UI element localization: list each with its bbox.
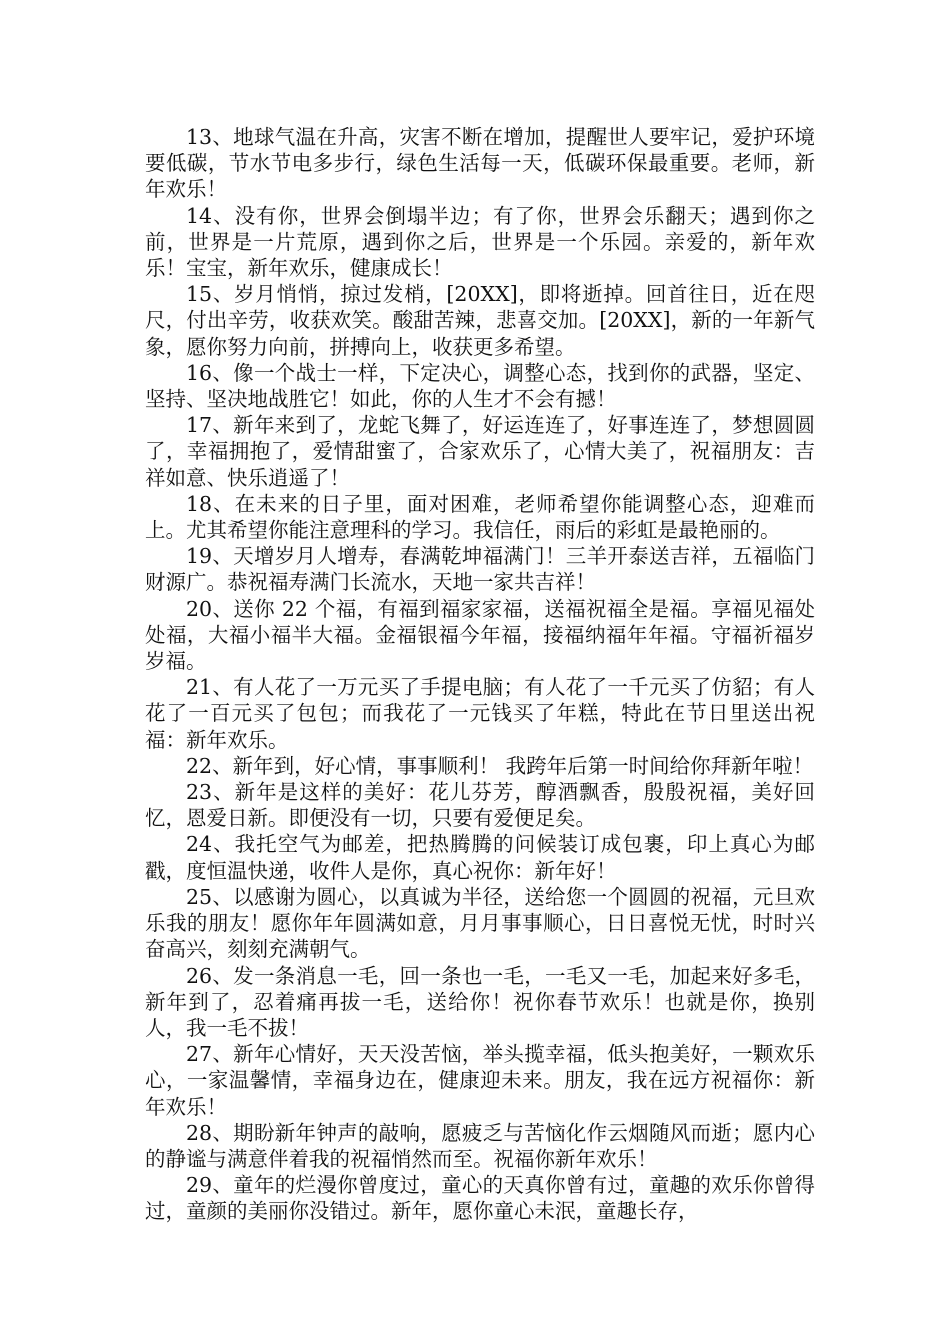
paragraph-13: 13、地球气温在升高，灾害不断在增加，提醒世人要牢记，爱护环境要低碳，节水节电多步行，绿色生活每一天，低碳环保最重要。老师，新年欢乐！ xyxy=(145,125,815,202)
paragraph-24: 24、我托空气为邮差，把热腾腾的问候装订成包裹，印上真心为邮戳，度恒温快递，收件人是你，真心祝你：新年好！ xyxy=(145,832,815,883)
paragraph-19: 19、天增岁月人增寿，春满乾坤福满门！三羊开泰送吉祥，五福临门财源广。恭祝福寿满门长流水，天地一家共吉祥！ xyxy=(145,544,815,595)
paragraph-26: 26、发一条消息一毛，回一条也一毛，一毛又一毛，加起来好多毛，新年到了，忍着痛再拔一毛，送给你！祝你春节欢乐！也就是你，换别人，我一毛不拔！ xyxy=(145,963,815,1040)
paragraph-20: 20、送你 22 个福，有福到福家家福，送福祝福全是福。享福见福处处福，大福小福半大福。金福银福今年福，接福纳福年年福。守福祈福岁岁福。 xyxy=(145,596,815,674)
paragraph-25: 25、以感谢为圆心，以真诚为半径，送给您一个圆圆的祝福，元旦欢乐我的朋友！愿你年年圆满如意，月月事事顺心，日日喜悦无忧，时时兴奋高兴，刻刻充满朝气。 xyxy=(145,884,815,962)
paragraph-29: 29、童年的烂漫你曾度过，童心的天真你曾有过，童趣的欢乐你曾得过，童颜的美丽你没错过。新年，愿你童心未泯，童趣长存， xyxy=(145,1173,815,1224)
document-body xyxy=(145,124,815,1225)
paragraph-28: 28、期盼新年钟声的敲响，愿疲乏与苦恼化作云烟随风而逝；愿内心的静谧与满意伴着我的祝福悄然而至。祝福你新年欢乐！ xyxy=(145,1120,815,1171)
paragraph-23: 23、新年是这样的美好：花儿芬芳，醇酒飘香，殷殷祝福，美好回忆，恩爱日新。即便没有一切，只要有爱便足矣。 xyxy=(145,780,815,831)
paragraph-16: 16、像一个战士一样，下定决心，调整心态，找到你的武器，坚定、坚持、坚决地战胜它！如此，你的人生才不会有撼！ xyxy=(145,360,815,412)
paragraph-17: 17、新年来到了，龙蛇飞舞了，好运连连了，好事连连了，梦想圆圆了，幸福拥抱了，爱情甜蜜了，合家欢乐了，心情大美了，祝福朋友：吉祥如意、快乐逍遥了！ xyxy=(145,413,815,490)
paragraph-15: 15、岁月悄悄，掠过发梢，[20XX]，即将逝掉。回首往日，近在咫尺，付出辛劳，收获欢笑。酸甜苦辣，悲喜交加。[20XX]，新的一年新气象，愿你努力向前，拼搏向上，收获更多希望。 xyxy=(145,282,815,359)
paragraph-14: 14、没有你，世界会倒塌半边；有了你，世界会乐翻天；遇到你之前，世界是一片荒原，遇到你之后，世界是一个乐园。亲爱的，新年欢乐！宝宝，新年欢乐，健康成长！ xyxy=(145,203,815,281)
paragraph-27: 27、新年心情好，天天没苦恼，举头揽幸福，低头抱美好，一颗欢乐心，一家温馨情，幸福身边在，健康迎未来。朋友，我在远方祝福你：新年欢乐！ xyxy=(145,1042,815,1119)
paragraph-21: 21、有人花了一万元买了手提电脑；有人花了一千元买了仿貂；有人花了一百元买了包包；而我花了一元钱买了年糕，特此在节日里送出祝福：新年欢乐。 xyxy=(145,675,815,752)
paragraph-18: 18、在未来的日子里，面对困难，老师希望你能调整心态，迎难而上。尤其希望你能注意理科的学习。我信任，雨后的彩虹是最艳丽的。 xyxy=(145,491,815,543)
paragraph-22: 22、新年到，好心情，事事顺利！ 我跨年后第一时间给你拜新年啦！ xyxy=(186,753,814,778)
